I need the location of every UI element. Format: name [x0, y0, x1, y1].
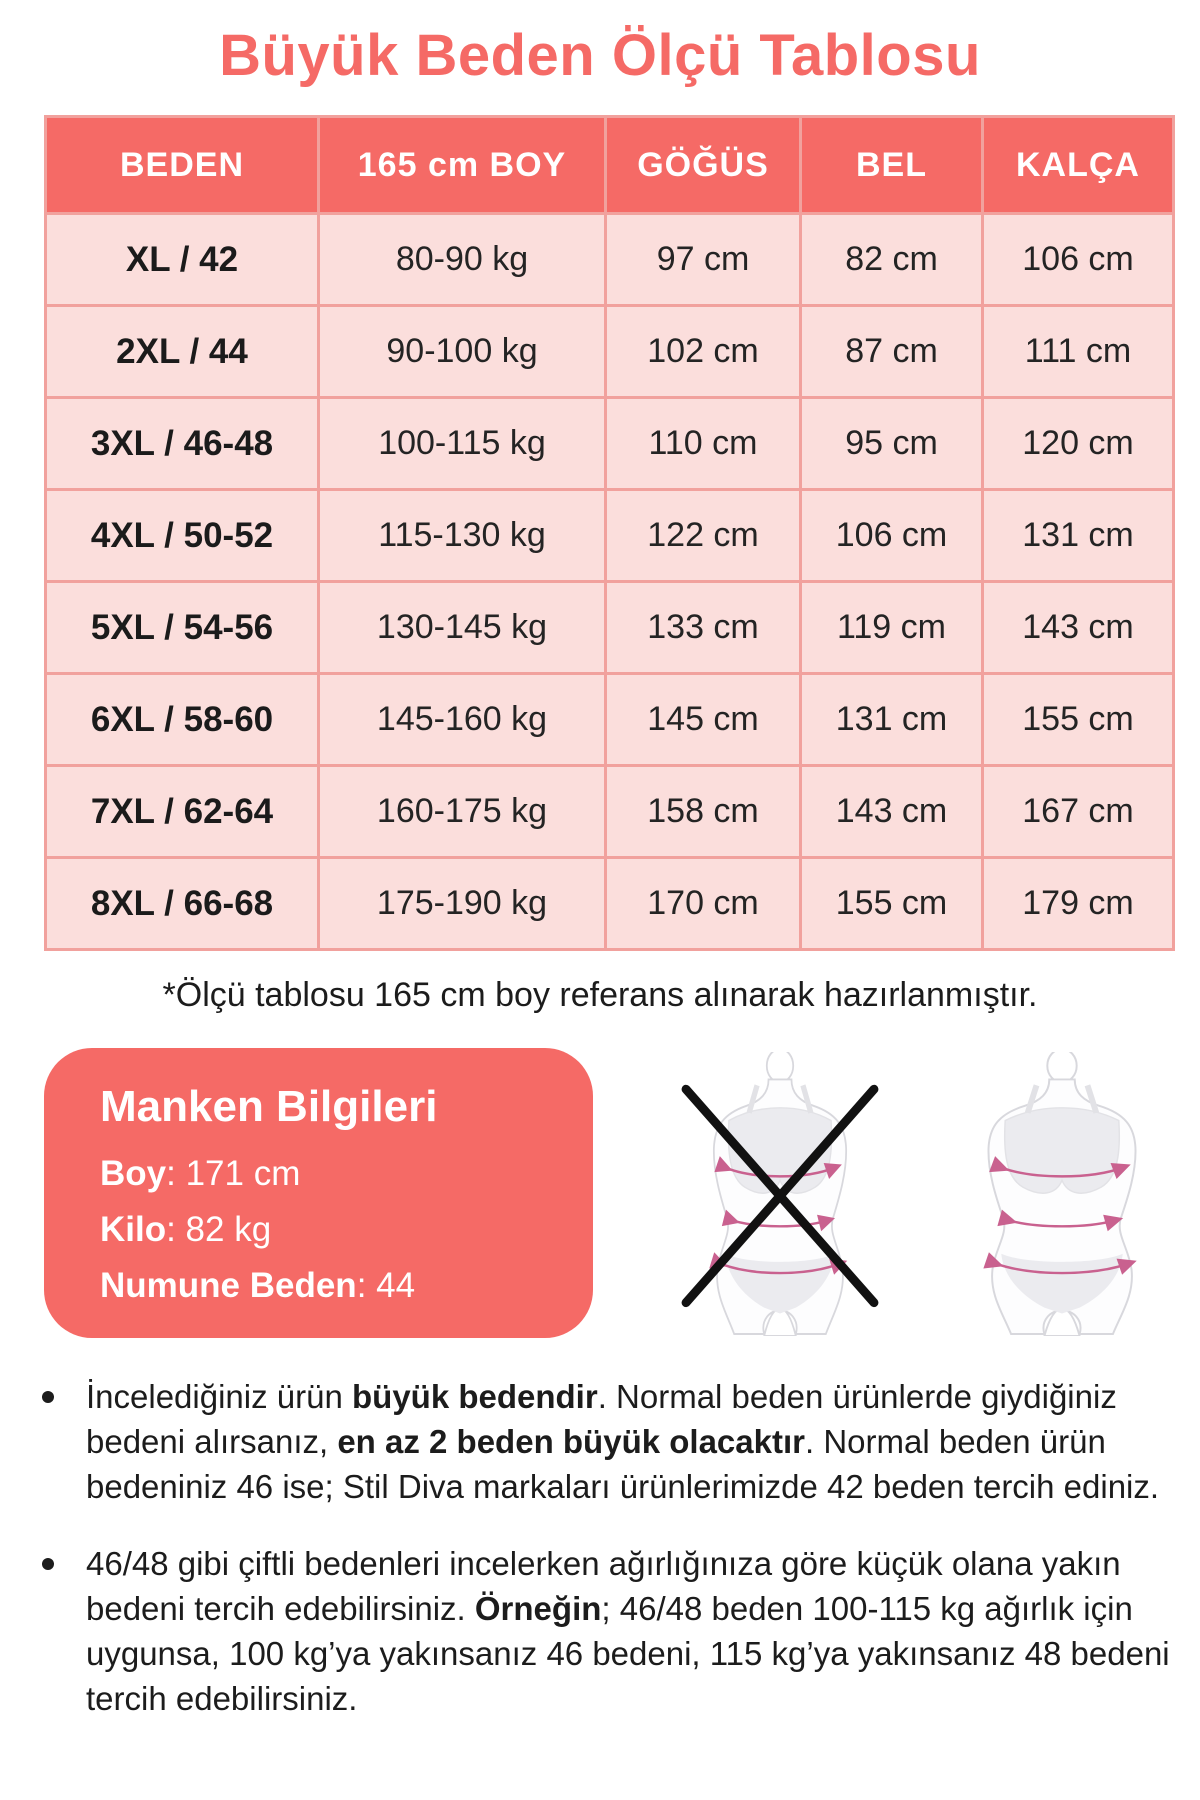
- model-sample-size-value: : 44: [356, 1266, 416, 1305]
- note-item-double-sizes: [36, 1541, 1186, 1721]
- size-cell: 5XL / 54-56: [46, 582, 319, 674]
- note-text: . Normal beden ürünlerde giydiğiniz bedeni alırsanız,: [86, 1378, 1117, 1460]
- note-text: . Normal beden ürün bedeniniz 46 ise; Stil Diva markaları ürünlerimizde 42 beden tercih ediniz.: [86, 1423, 1160, 1505]
- table-row: [46, 490, 1174, 582]
- waist-cell: 95 cm: [801, 398, 983, 490]
- column-header-boy: 165 cm BOY: [319, 117, 606, 214]
- model-height-label: Boy: [100, 1154, 167, 1193]
- weight-cell: 115-130 kg: [319, 490, 606, 582]
- notes-list: [36, 1374, 1186, 1753]
- hip-cell: 155 cm: [983, 674, 1174, 766]
- hip-cell: 179 cm: [983, 858, 1174, 950]
- hip-cell: 120 cm: [983, 398, 1174, 490]
- crossed-body-figure-icon: [666, 1052, 894, 1336]
- table-row: [46, 674, 1174, 766]
- weight-cell: 160-175 kg: [319, 766, 606, 858]
- model-weight-label: Kilo: [100, 1210, 167, 1249]
- weight-cell: 145-160 kg: [319, 674, 606, 766]
- table-row: [46, 582, 1174, 674]
- size-cell: 8XL / 66-68: [46, 858, 319, 950]
- size-cell: 2XL / 44: [46, 306, 319, 398]
- note-text: 46/48 gibi çiftli bedenleri incelerken ağırlığınıza göre küçük olana yakın bedeni tercih edebilirsiniz.: [86, 1545, 1121, 1627]
- chest-cell: 110 cm: [606, 398, 801, 490]
- hip-cell: 131 cm: [983, 490, 1174, 582]
- model-info-box: [44, 1048, 593, 1338]
- note-text-bold: Örneğin: [474, 1590, 602, 1627]
- waist-cell: 131 cm: [801, 674, 983, 766]
- model-weight-line: [100, 1210, 271, 1250]
- weight-cell: 80-90 kg: [319, 214, 606, 306]
- model-info-title: Manken Bilgileri: [100, 1082, 438, 1131]
- table-row: [46, 306, 1174, 398]
- table-row: [46, 858, 1174, 950]
- page-title: Büyük Beden Ölçü Tablosu: [219, 23, 981, 88]
- table-footnote: *Ölçü tablosu 165 cm boy referans alınarak hazırlanmıştır.: [162, 976, 1038, 1014]
- size-cell: 3XL / 46-48: [46, 398, 319, 490]
- chest-cell: 102 cm: [606, 306, 801, 398]
- chest-cell: 170 cm: [606, 858, 801, 950]
- model-height-value: : 171 cm: [166, 1154, 301, 1193]
- column-header-bel: BEL: [801, 117, 983, 214]
- size-cell: 6XL / 58-60: [46, 674, 319, 766]
- weight-cell: 130-145 kg: [319, 582, 606, 674]
- table-row: [46, 214, 1174, 306]
- chest-cell: 133 cm: [606, 582, 801, 674]
- note-item-sizing: [36, 1374, 1186, 1509]
- size-cell: 7XL / 62-64: [46, 766, 319, 858]
- weight-cell: 100-115 kg: [319, 398, 606, 490]
- size-table: [44, 115, 1175, 951]
- size-cell: 4XL / 50-52: [46, 490, 319, 582]
- table-header-row: [46, 117, 1174, 214]
- table-row: [46, 398, 1174, 490]
- waist-cell: 143 cm: [801, 766, 983, 858]
- model-sample-size-label: Numune Beden: [100, 1266, 357, 1305]
- waist-cell: 82 cm: [801, 214, 983, 306]
- waist-cell: 119 cm: [801, 582, 983, 674]
- note-text-bold: en az 2 beden büyük olacaktır: [337, 1423, 805, 1460]
- column-header-beden: BEDEN: [46, 117, 319, 214]
- note-text: ; 46/48 beden 100-115 kg ağırlık için uygunsa, 100 kg’ya yakınsanız 46 bedeni, 115 kg’ya yakınsanız 48 bedeni tercih edebilirsiniz.: [86, 1590, 1170, 1717]
- weight-cell: 175-190 kg: [319, 858, 606, 950]
- model-height-line: [100, 1154, 300, 1194]
- waist-cell: 106 cm: [801, 490, 983, 582]
- chest-cell: 158 cm: [606, 766, 801, 858]
- model-sample-size-line: [100, 1266, 415, 1306]
- hip-cell: 111 cm: [983, 306, 1174, 398]
- chest-cell: 97 cm: [606, 214, 801, 306]
- size-cell: XL / 42: [46, 214, 319, 306]
- chest-cell: 122 cm: [606, 490, 801, 582]
- waist-cell: 87 cm: [801, 306, 983, 398]
- hip-cell: 143 cm: [983, 582, 1174, 674]
- hip-cell: 167 cm: [983, 766, 1174, 858]
- column-header-kalca: KALÇA: [983, 117, 1174, 214]
- weight-cell: 90-100 kg: [319, 306, 606, 398]
- measured-body-figure-icon: [948, 1052, 1176, 1336]
- chest-cell: 145 cm: [606, 674, 801, 766]
- note-text: İncelediğiniz ürün: [86, 1378, 352, 1415]
- column-header-gogus: GÖĞÜS: [606, 117, 801, 214]
- waist-cell: 155 cm: [801, 858, 983, 950]
- note-text-bold: büyük bedendir: [352, 1378, 598, 1415]
- model-weight-value: : 82 kg: [166, 1210, 272, 1249]
- hip-cell: 106 cm: [983, 214, 1174, 306]
- table-row: [46, 766, 1174, 858]
